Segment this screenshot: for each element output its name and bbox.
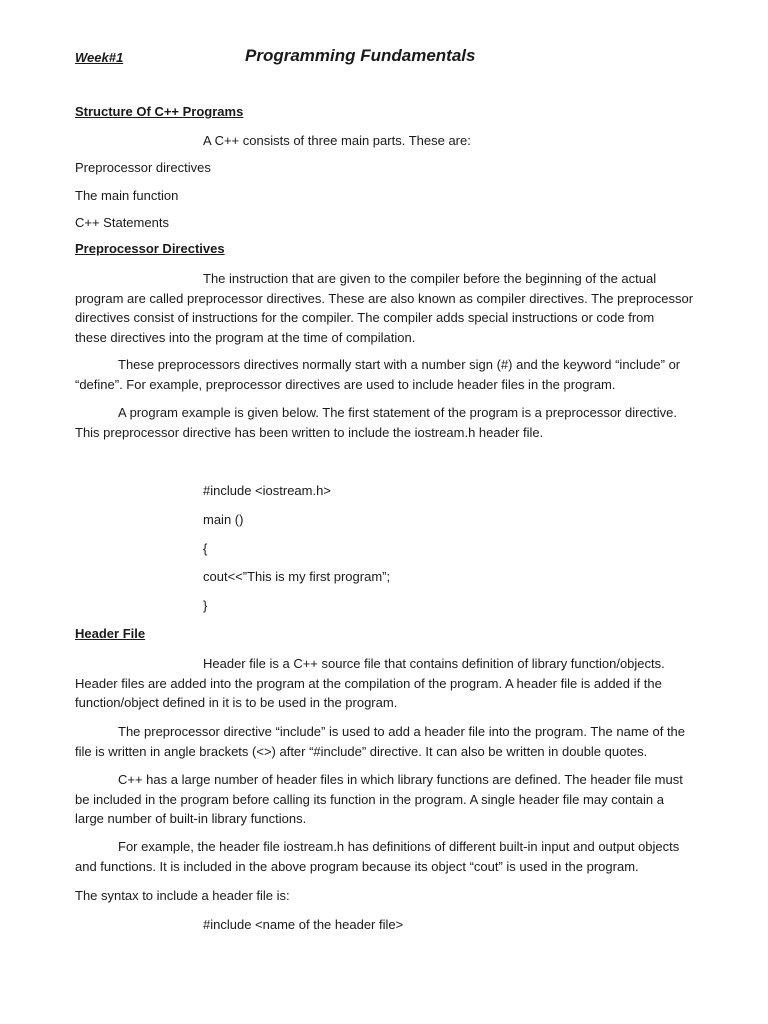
code-line-open-brace: {	[203, 541, 208, 556]
text-line: large number of built-in library functions.	[75, 811, 307, 826]
header-file-heading: Header File	[75, 626, 146, 641]
text-line: Header files are added into the program at the compilation of the program. A header file is added if the	[75, 675, 662, 691]
text-line: Header file is a C++ source file that contains definition of library function/objects.	[203, 656, 665, 671]
text-line: be included in the program before calling its function in the program. A single header file may contain a	[75, 791, 664, 807]
week-label: Week#1	[75, 50, 124, 65]
document-title: Programming Fundamentals	[245, 46, 476, 65]
text-line: For example, the header file iostream.h has definitions of different built-in input and output objects	[118, 839, 680, 854]
text-line: These preprocessors directives normally start with a number sign (#) and the keyword “include” or	[118, 357, 681, 372]
preprocessor-paragraph-1	[75, 269, 695, 347]
text-line: file is written in angle brackets (<>) after “#include” directive. It can also be written in double quotes.	[75, 743, 648, 759]
header-file-paragraph-2	[75, 722, 695, 761]
text-line: directives consist of instructions for the compiler. The compiler adds special instructions or code from	[75, 310, 655, 325]
text-line: function/object defined in it is to be used in the program.	[75, 695, 398, 710]
header-file-paragraph-3	[75, 770, 695, 829]
header-file-paragraph-4	[75, 837, 695, 876]
text-line: The instruction that are given to the compiler before the beginning of the actual	[203, 271, 657, 286]
syntax-example: #include <name of the header file>	[203, 917, 404, 932]
text-line: A program example is given below. The first statement of the program is a preprocessor directive.	[118, 405, 678, 420]
structure-heading: Structure Of C++ Programs	[75, 104, 244, 119]
syntax-intro: The syntax to include a header file is:	[75, 888, 290, 903]
text-line: “define”. For example, preprocessor directives are used to include header files in the program.	[75, 376, 616, 392]
structure-item-preprocessor: Preprocessor directives	[75, 160, 211, 175]
structure-item-main-function: The main function	[75, 188, 179, 203]
code-line-include: #include <iostream.h>	[203, 483, 331, 498]
text-line: program are called preprocessor directives. These are also known as compiler directives. The preprocessor	[75, 290, 694, 306]
text-line: and functions. It is included in the above program because its object “cout” is used in the program.	[75, 858, 639, 874]
text-line: C++ has a large number of header files in which library functions are defined. The header file must	[118, 772, 683, 787]
preprocessor-paragraph-2	[75, 355, 695, 394]
preprocessor-paragraph-3	[75, 403, 695, 442]
preprocessor-heading: Preprocessor Directives	[75, 241, 225, 256]
structure-item-statements: C++ Statements	[75, 215, 169, 230]
header-file-paragraph-1	[75, 654, 695, 713]
text-line: The preprocessor directive “include” is used to add a header file into the program. The name of the	[118, 724, 686, 739]
code-line-cout: cout<<”This is my first program”;	[203, 569, 391, 584]
text-line: This preprocessor directive has been written to include the iostream.h header file.	[75, 424, 544, 440]
code-line-close-brace: }	[203, 598, 208, 613]
structure-intro: A C++ consists of three main parts. These are:	[203, 133, 471, 148]
code-line-main: main ()	[203, 512, 244, 527]
text-line: these directives into the program at the time of compilation.	[75, 329, 416, 345]
